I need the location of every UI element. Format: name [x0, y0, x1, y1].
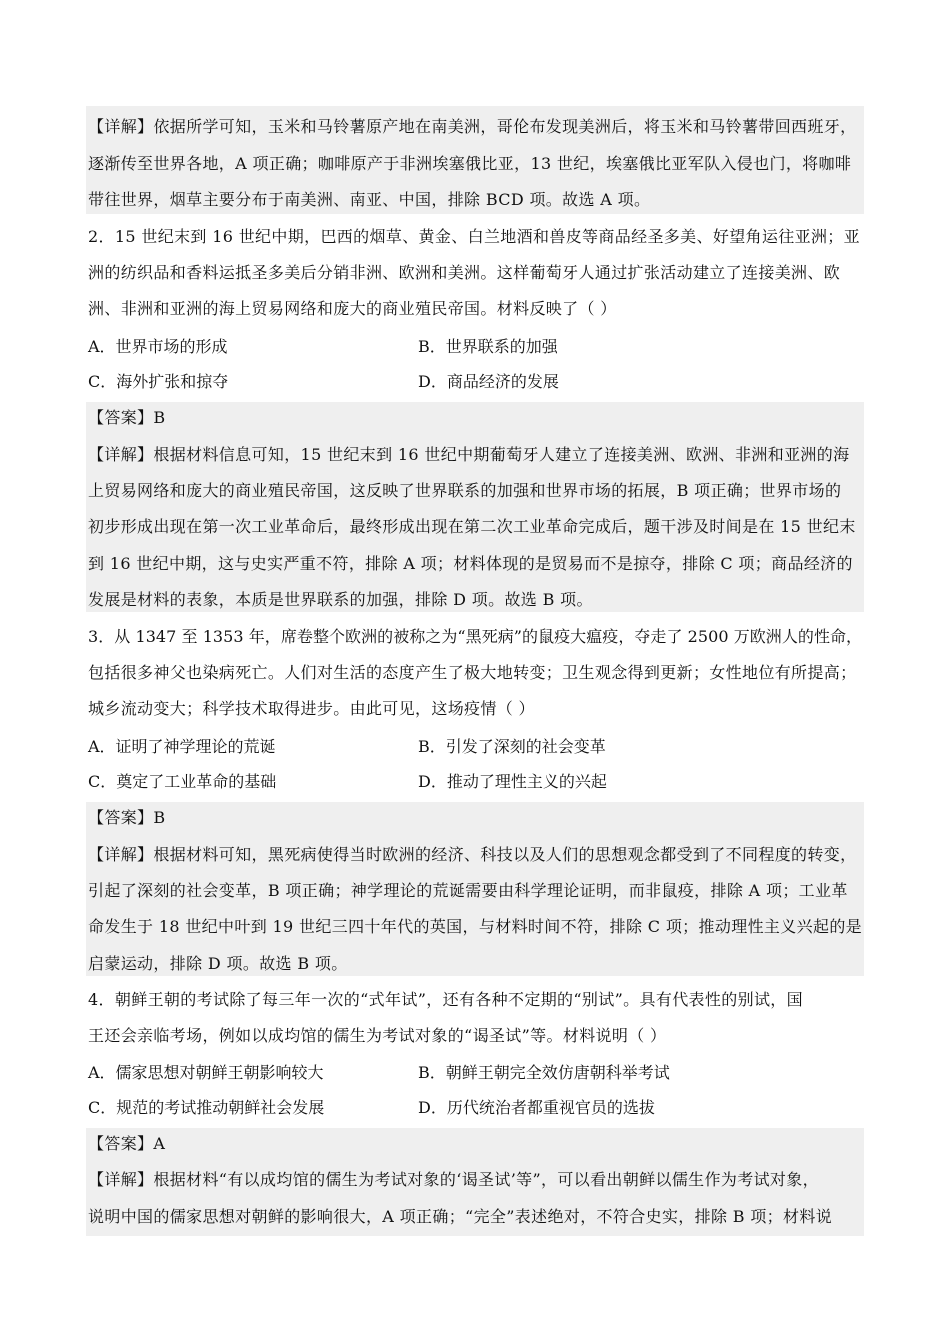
q2-stem-line: 洲、非洲和亚洲的海上贸易网络和庞大的商业殖民帝国。材料反映了（ ） [88, 299, 617, 318]
q3-stem-line: 包括很多神父也染病死亡。人们对生活的态度产生了极大地转变；卫生观念得到更新；女性地位有所提高； [88, 663, 857, 682]
q3-option-c: C．奠定了工业革命的基础 [88, 772, 277, 791]
q2-detail-line: 上贸易网络和庞大的商业殖民帝国，这反映了世界联系的加强和世界市场的拓展，B 项正确；世界市场的 [88, 481, 842, 500]
q4-stem-line: 王还会亲临考场，例如以成均馆的儒生为考试对象的“谒圣试”等。材料说明（ ） [88, 1026, 667, 1045]
q1-detail-line: 【详解】依据所学可知，玉米和马铃薯原产地在南美洲，哥伦布发现美洲后，将玉米和马铃薯带回西班牙， [88, 117, 857, 136]
q2-detail-line: 【详解】根据材料信息可知，15 世纪末到 16 世纪中期葡萄牙人建立了连接美洲、欧洲、非洲和亚洲的海 [88, 445, 850, 464]
q2-answer: 【答案】B [88, 408, 166, 427]
q2-stem-line: 洲的纺织品和香料运抵圣多美后分销非洲、欧洲和美洲。这样葡萄牙人通过扩张活动建立了连接美洲、欧 [88, 263, 841, 282]
q4-stem-line: 4．朝鲜王朝的考试除了每三年一次的“式年试”，还有各种不定期的“别试”。具有代表性的别试，国 [88, 990, 803, 1009]
q2-option-b: B．世界联系的加强 [418, 337, 558, 356]
q4-detail-line: 【详解】根据材料“有以成均馆的儒生为考试对象的‘谒圣试’等”，可以看出朝鲜以儒生作为考试对象， [88, 1170, 819, 1189]
q4-detail-line: 说明中国的儒家思想对朝鲜的影响很大，A 项正确；“完全”表述绝对，不符合史实，排除 B 项；材料说 [88, 1207, 833, 1226]
q2-detail-line: 发展是材料的表象，本质是世界联系的加强，排除 D 项。故选 B 项。 [88, 590, 593, 609]
q2-answer-background [86, 402, 864, 612]
q3-stem-line: 3．从 1347 至 1353 年，席卷整个欧洲的被称之为“黑死病”的鼠疫大瘟疫，夺走了 2500 万欧洲人的性命， [88, 627, 863, 646]
q3-option-a: A．证明了神学理论的荒诞 [88, 737, 276, 756]
q3-detail-line: 【详解】根据材料可知，黑死病使得当时欧洲的经济、科技以及人们的思想观念都受到了不同程度的转变， [88, 845, 857, 864]
q3-stem-line: 城乡流动变大；科学技术取得进步。由此可见，这场疫情（ ） [88, 699, 535, 718]
q3-option-d: D．推动了理性主义的兴起 [418, 772, 607, 791]
q4-answer: 【答案】A [88, 1134, 166, 1153]
q3-option-b: B．引发了深刻的社会变革 [418, 737, 606, 756]
q3-detail-line: 启蒙运动，排除 D 项。故选 B 项。 [88, 954, 348, 973]
q1-detail-line: 带往世界，烟草主要分布于南美洲、南亚、中国，排除 BCD 项。故选 A 项。 [88, 190, 651, 209]
q2-option-d: D．商品经济的发展 [418, 372, 559, 391]
q2-option-c: C．海外扩张和掠夺 [88, 372, 229, 391]
q4-option-b: B．朝鲜王朝完全效仿唐朝科举考试 [418, 1063, 670, 1082]
q2-detail-line: 到 16 世纪中期，这与史实严重不符，排除 A 项；材料体现的是贸易而不是掠夺，排除 C 项；商品经济的 [88, 554, 853, 573]
q3-detail-line: 命发生于 18 世纪中叶到 19 世纪三四十年代的英国，与材料时间不符，排除 C 项；推动理性主义兴起的是 [88, 917, 863, 936]
q3-detail-line: 引起了深刻的社会变革，B 项正确；神学理论的荒诞需要由科学理论证明，而非鼠疫，排除 A 项；工业革 [88, 881, 848, 900]
q4-option-a: A．儒家思想对朝鲜王朝影响较大 [88, 1063, 324, 1082]
q3-answer: 【答案】B [88, 808, 166, 827]
q2-stem-line: 2．15 世纪末到 16 世纪中期，巴西的烟草、黄金、白兰地酒和兽皮等商品经圣多美、好望角运往亚洲；亚 [88, 227, 861, 246]
q2-option-a: A．世界市场的形成 [88, 337, 228, 356]
q4-option-d: D．历代统治者都重视官员的选拔 [418, 1098, 655, 1117]
q1-detail-line: 逐渐传至世界各地，A 项正确；咖啡原产于非洲埃塞俄比亚，13 世纪，埃塞俄比亚军队入侵也门，将咖啡 [88, 154, 852, 173]
q4-option-c: C．规范的考试推动朝鲜社会发展 [88, 1098, 325, 1117]
q2-detail-line: 初步形成出现在第一次工业革命后，最终形成出现在第二次工业革命完成后，题干涉及时间是在 15 世纪末 [88, 517, 856, 536]
